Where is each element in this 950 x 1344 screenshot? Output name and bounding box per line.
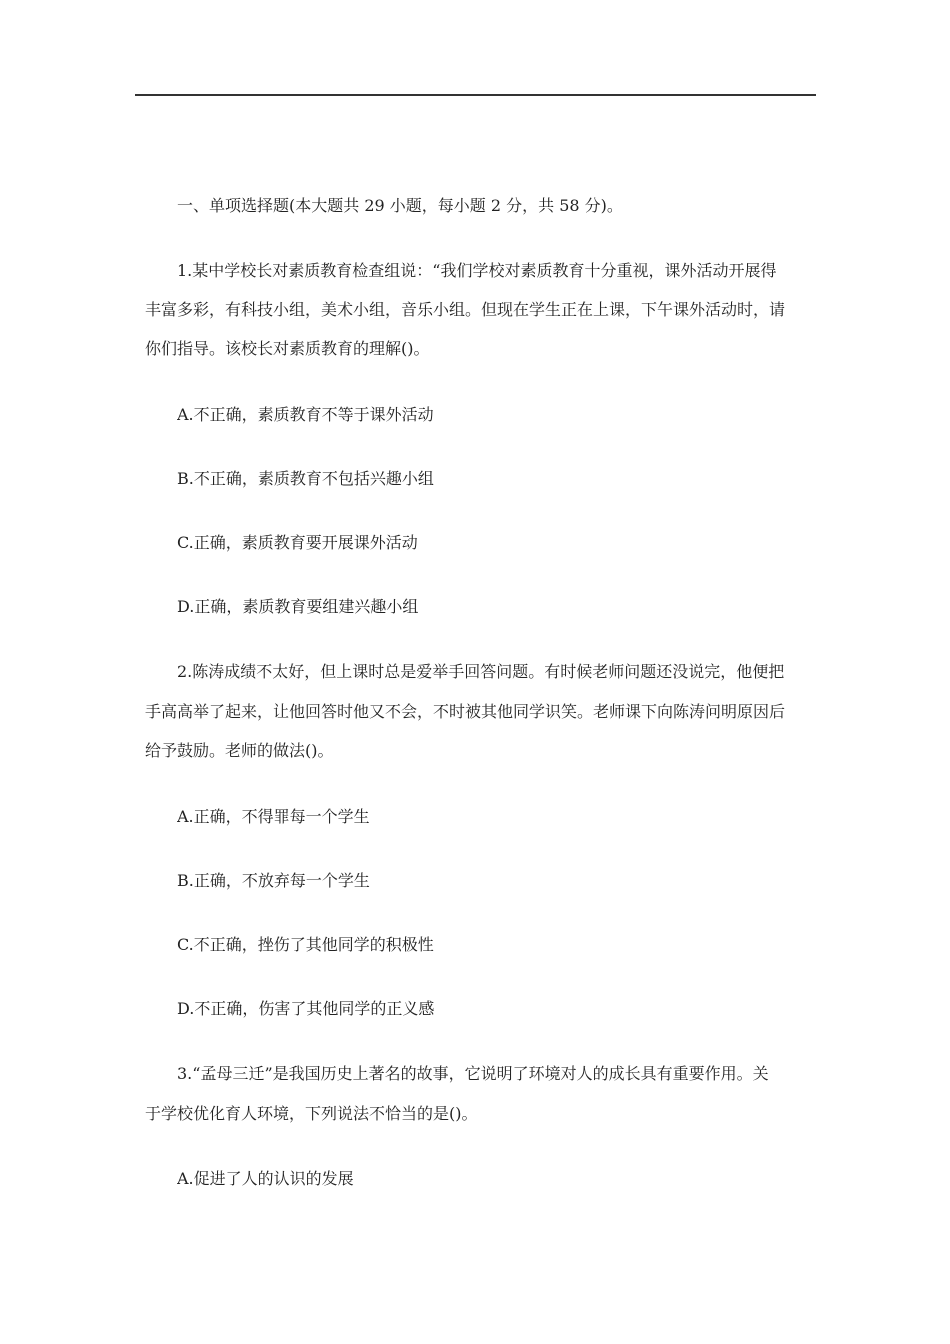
question-1-option-b: B.不正确，素质教育不包括兴趣小组 xyxy=(177,469,434,488)
question-1-option-d: D.正确，素质教育要组建兴趣小组 xyxy=(177,597,419,616)
question-2-option-a: A.正确，不得罪每一个学生 xyxy=(177,807,370,826)
question-1-line-1: 1.某中学校长对素质教育检查组说：“我们学校对素质教育十分重视，课外活动开展得 xyxy=(177,261,777,280)
question-2-line-3: 给予鼓励。老师的做法()。 xyxy=(145,741,334,760)
question-2-option-b: B.正确，不放弃每一个学生 xyxy=(177,871,370,890)
question-2-option-d: D.不正确，伤害了其他同学的正义感 xyxy=(177,999,435,1018)
question-3-option-a: A.促进了人的认识的发展 xyxy=(177,1169,354,1188)
section-heading: 一、单项选择题(本大题共 29 小题，每小题 2 分，共 58 分)。 xyxy=(177,196,623,215)
question-1-option-a: A.不正确，素质教育不等于课外活动 xyxy=(177,405,434,424)
question-1-line-3: 你们指导。该校长对素质教育的理解()。 xyxy=(145,339,430,358)
question-1-line-2: 丰富多彩，有科技小组，美术小组，音乐小组。但现在学生正在上课，下午课外活动时，请 xyxy=(145,300,786,319)
question-2-option-c: C.不正确，挫伤了其他同学的积极性 xyxy=(177,935,434,954)
question-3-line-2: 于学校优化育人环境，下列说法不恰当的是()。 xyxy=(145,1104,478,1123)
question-3-line-1: 3.“孟母三迁”是我国历史上著名的故事，它说明了环境对人的成长具有重要作用。关 xyxy=(177,1064,769,1083)
question-2-line-1: 2.陈涛成绩不太好，但上课时总是爱举手回答问题。有时候老师问题还没说完，他便把 xyxy=(177,662,785,681)
question-2-line-2: 手高高举了起来，让他回答时他又不会，不时被其他同学识笑。老师课下向陈涛问明原因后 xyxy=(145,702,786,721)
question-1-option-c: C.正确，素质教育要开展课外活动 xyxy=(177,533,418,552)
